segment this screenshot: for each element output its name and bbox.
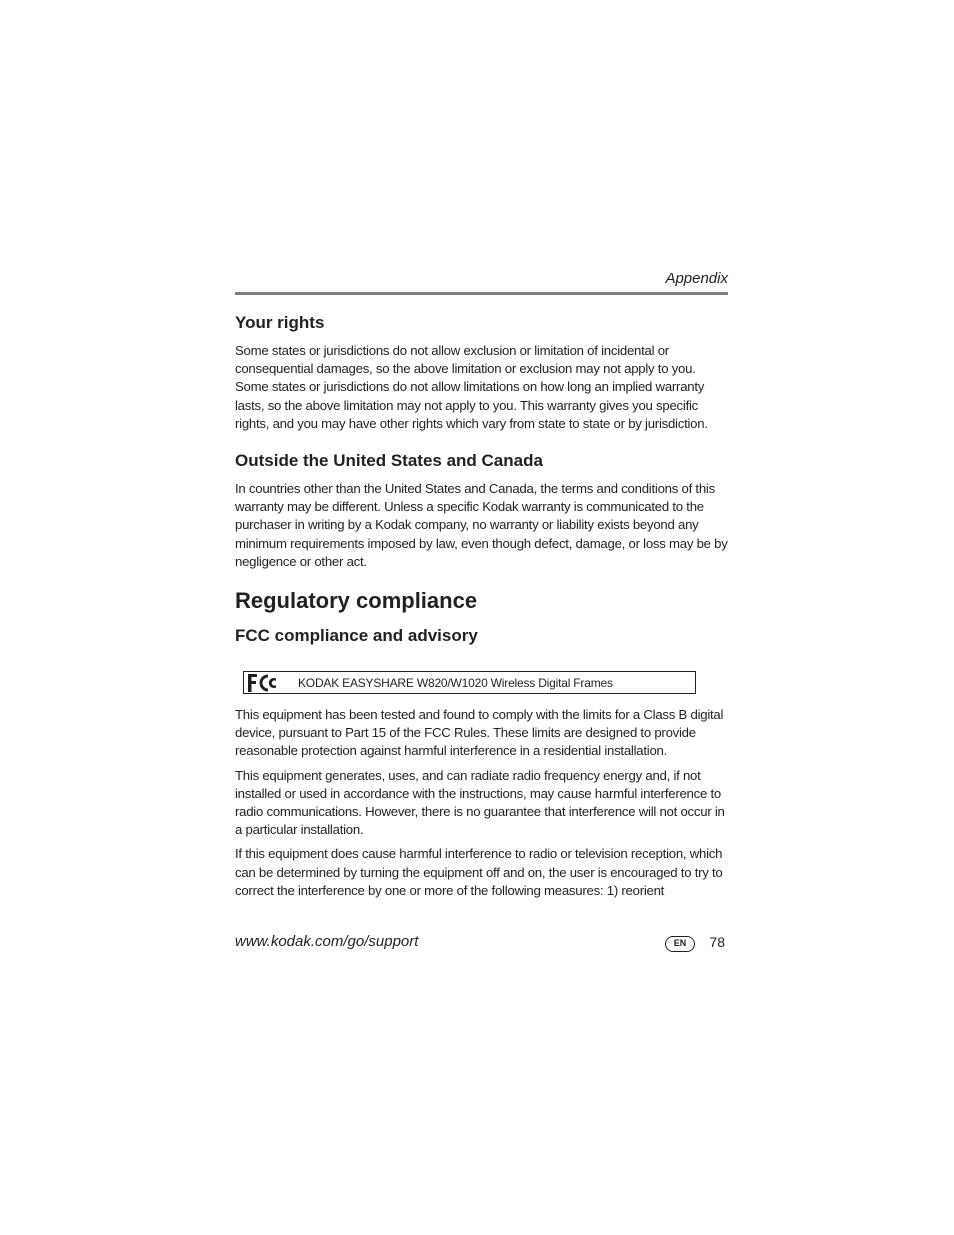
- paragraph-outside-us: In countries other than the United States and Canada, the terms and conditions of this warranty may be different. Unless a specific Kodak warranty is communicated to the purchaser in writing by a Kodak company, no warranty or liability exists beyond any minimum requirements imposed by law, even though defect, damage, or loss may be by negligence or other act.: [235, 481, 728, 569]
- support-url[interactable]: www.kodak.com/go/support: [235, 933, 419, 950]
- page-number: 78: [709, 934, 725, 950]
- paragraph-fcc-2: This equipment generates, uses, and can radiate radio frequency energy and, if not installed or used in accordance with the instructions, may cause harmful interference to radio communications. However, there is no guarantee that interference will not occur in a particular installation.: [235, 767, 725, 838]
- page-footer: [235, 930, 725, 954]
- document-page: [235, 268, 728, 906]
- paragraph-your-rights: Some states or jurisdictions do not allow exclusion or limitation of incidental or consequential damages, so the above limitation or exclusion may not apply to you. Some states or jurisdictions do not allow limitations on how long an implied warranty lasts, so the above limitation may not apply to you. This warranty gives you specific rights, and you may have other rights which vary from state to state or by jurisdiction.: [235, 343, 708, 431]
- paragraph-fcc-3: If this equipment does cause harmful interference to radio or television reception, which can be determined by turning the equipment off and on, the user is encouraged to try to correct the interference by one or more of the following measures: 1) reorient: [235, 846, 723, 898]
- fcc-logo-icon: [246, 672, 280, 694]
- heading-your-rights: Your rights: [235, 313, 325, 332]
- running-header: Appendix: [665, 270, 728, 287]
- heading-outside-us: Outside the United States and Canada: [235, 451, 543, 471]
- language-badge: EN: [665, 936, 695, 952]
- heading-fcc: FCC compliance and advisory: [235, 626, 478, 646]
- heading-regulatory-compliance: Regulatory compliance: [235, 588, 478, 614]
- fcc-product-box: [243, 671, 696, 694]
- fcc-product-label: KODAK EASYSHARE W820/W1020 Wireless Digital Frames: [298, 675, 613, 690]
- paragraph-fcc-1: This equipment has been tested and found to comply with the limits for a Class B digital device, pursuant to Part 15 of the FCC Rules. These limits are designed to provide reasonable protection against harmful interference in a residential installation.: [235, 707, 724, 759]
- header-rule: [235, 292, 728, 295]
